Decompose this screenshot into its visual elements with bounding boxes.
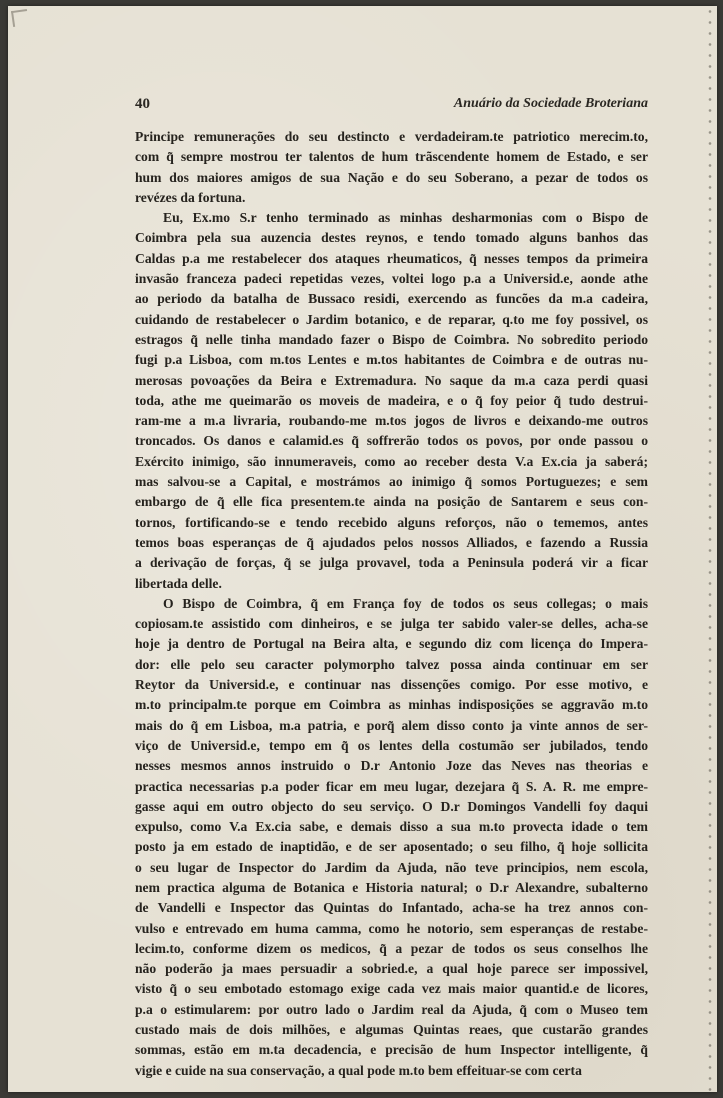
letter-body-text (135, 127, 648, 1081)
text-line: hum dos maiores amigos de sua Nação e do seu Soberano, a pezar de todos os (135, 169, 648, 185)
text-line: libertada delle. (135, 575, 222, 591)
text-line: fugi p.a Lisboa, com m.tos Lentes e m.tos habitantes de Coimbra e de outras nu- (135, 352, 648, 368)
text-line: temos boas esperanças de q̃ ajudados pelos nossos Alliados, e fazendo a Russia (135, 534, 648, 550)
text-line: Principe remunerações do seu destincto e verdadeiram.te patriotico merecim.to, (135, 129, 648, 144)
text-line: visto q̃ o seu embotado estomago exige cada vez mais maior quantid.e de licores, (135, 981, 648, 997)
text-line: p.a o estimularem: por outro lado o Jardim real da Ajuda, q̃ com o Museo tem (135, 1001, 648, 1017)
page-number: 40 (135, 96, 150, 112)
text-line: practica necessarias p.a poder ficar em meu lugar, dezejara q̃ S. A. R. me empre- (135, 778, 648, 794)
text-line: lecim.to, conforme dizem os medicos, q̃ a pezar de todos os seus conselhos lhe (135, 940, 648, 956)
text-line: m.to principalm.te porque em Coimbra as minhas indisposições se aggravão m.to (135, 697, 648, 713)
text-line: posto ja em estado de inaptidão, e de ser aposentado; o seu filho, q̃ hoje sollicita (135, 839, 648, 855)
page-edge-perforation (707, 6, 713, 1092)
text-line: vigie e cuide na sua conservação, a qual pode m.to bem effeituar-se com certa (135, 1062, 582, 1078)
text-line: invasão franceza padeci repetidas vezes, voltei logo p.a a Universid.e, aonde athe (135, 271, 648, 287)
text-line: expulso, como V.a Ex.cia sabe, e demais disso a sua m.to provecta idade o tem (135, 819, 648, 835)
text-line: ao periodo da batalha de Bussaco residi, exercendo as funcões da m.a cadeira, (135, 291, 648, 307)
text-line: Eu, Ex.mo S.r tenho terminado as minhas desharmonias com o Bispo de (163, 210, 648, 226)
text-line: copiosam.te assistido com dinheiros, e se julga ter sabido valer-se delles, acha-se (135, 616, 648, 632)
text-line: hoje ja dentro de Portugal na Beira alta, e segundo diz com licença do Impera- (135, 636, 648, 652)
text-line: nem practica alguma de Botanica e Historia natural; o D.r Alexandre, subalterno (135, 879, 648, 895)
book-page (8, 6, 717, 1092)
text-line: cuidando de restabelecer o Jardim botanico, e de reparar, q.to me foy possivel, os (135, 311, 648, 327)
text-line: viço de Universid.e, tempo em q̃ os lentes della costumão ser jubilados, tendo (135, 737, 648, 753)
paragraph (135, 208, 648, 594)
text-line: Coimbra pela sua auzencia destes reynos, e tendo tomado alguns banhos das (135, 230, 648, 246)
text-line: merosas povoações da Beira e Extremadura. No saque da m.a caza perdi quasi (135, 372, 648, 388)
text-line: Caldas p.a me restabelecer dos ataques rheumaticos, q̃ nesses tempos da primeira (135, 250, 648, 266)
running-title: Anuário da Sociedade Broteriana (453, 96, 648, 111)
text-line: mais do q̃ em Lisboa, m.a patria, e porq̃ alem disso conto ja vinte annos de ser- (135, 717, 648, 733)
paragraph (135, 127, 648, 208)
text-line: toda, athe me queimarão os moveis de madeira, e o q̃ foy peior q̃ tudo destrui- (135, 392, 648, 408)
text-line: estragos q̃ nelle tinha mandado fazer o Bispo de Coimbra. No sobredito periodo (135, 331, 648, 347)
text-line: Reytor da Universid.e, e continuar nas dissenções comigo. Por esse motivo, e (135, 677, 648, 693)
page-header (135, 96, 648, 118)
text-line: o seu lugar de Inspector do Jardim da Ajuda, não teve principios, nem escola, (135, 859, 648, 875)
text-line: mas salvou-se a Capital, e mostrámos ao inimigo q̃ somos Portuguezes; e sem (135, 474, 648, 490)
text-line: tornos, fortificando-se e tendo recebido alguns reforços, não o tememos, antes (135, 514, 648, 530)
text-line: de Vandelli e Inspector das Quintas do Infantado, acha-se ha trez annos con- (135, 900, 648, 916)
text-line: O Bispo de Coimbra, q̃ em França foy de todos os seus collegas; o mais (163, 595, 648, 611)
page-corner-mark (11, 9, 29, 27)
text-line: com q̃ sempre mostrou ter talentos de hum trãscendente homem de Estado, e ser (135, 149, 648, 165)
text-line: vulso e entrevado em huma camma, como he notorio, sem esperanças de restabe- (135, 920, 648, 936)
text-line: nesses mesmos annos instruido o D.r Antonio Joze das Neves nas theorias e (135, 758, 648, 774)
text-line: troncados. Os danos e calamid.es q̃ soffrerão todos os povos, por onde passou o (135, 433, 648, 449)
text-line: ram-me a m.a livraria, roubando-me m.tos jogos de livros e deixando-me outros (135, 413, 648, 429)
paragraph (135, 594, 648, 1081)
text-line: dor: elle pelo seu caracter polymorpho talvez possa ainda continuar em ser (135, 656, 648, 672)
text-line: Exército inimigo, são innumeraveis, como ao receber desta V.a Ex.cia ja saberá; (135, 453, 648, 469)
text-line: gasse aqui em outro objecto do seu serviço. O D.r Domingos Vandelli foy daqui (135, 798, 648, 814)
text-line: sommas, estão em m.ta decadencia, e precisão de hum Inspector intelligente, q̃ (135, 1042, 648, 1058)
text-line: revézes da fortuna. (135, 189, 246, 205)
text-line: embargo de q̃ elle fica presentem.te ainda na posição de Santarem e seus con- (135, 494, 648, 510)
text-line: a derivação de forças, q̃ se julga provavel, toda a Peninsula poderá vir a ficar (135, 555, 648, 571)
text-line: não poderão ja maes persuadir a sobried.e, a qual hoje parece ser impossivel, (135, 961, 648, 977)
text-line: custado mais de dois milhões, e algumas Quintas reaes, que custarão grandes (135, 1022, 648, 1038)
